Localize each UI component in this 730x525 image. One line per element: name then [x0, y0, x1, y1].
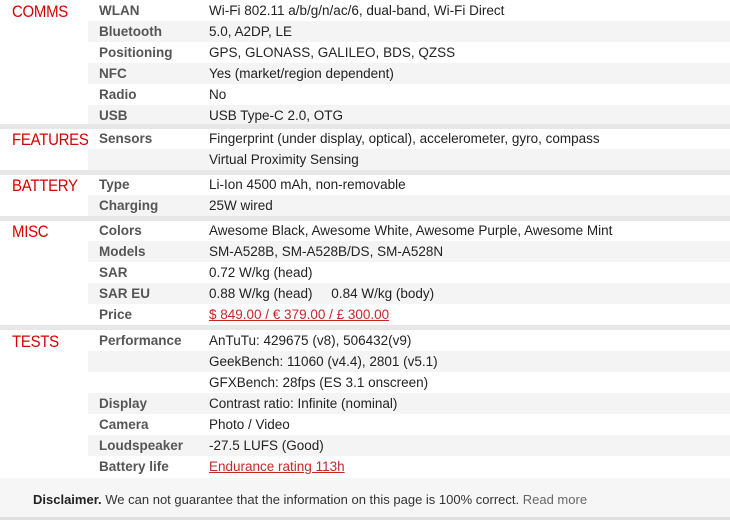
spec-row: [88, 174, 730, 195]
section-battery: [0, 174, 730, 216]
spec-row: [88, 241, 730, 262]
spec-value: 0.88 W/kg (head) 0.84 W/kg (body): [209, 286, 435, 301]
spec-label: Performance: [99, 333, 182, 348]
spec-value: 0.72 W/kg (head): [209, 265, 313, 280]
spec-label: USB: [99, 108, 128, 123]
spec-row: [88, 304, 730, 325]
spec-label: Radio: [99, 87, 137, 102]
section-divider: [0, 124, 730, 129]
spec-value: GeekBench: 11060 (v4.4), 2801 (v5.1): [209, 354, 438, 369]
section-divider: [0, 216, 730, 221]
spec-row: [88, 393, 730, 414]
section-title: MISC: [12, 222, 49, 241]
spec-label: Price: [99, 307, 133, 322]
spec-value: 5.0, A2DP, LE: [209, 24, 293, 39]
spec-value: -27.5 LUFS (Good): [209, 438, 324, 453]
spec-label: Display: [99, 396, 148, 411]
spec-value: Contrast ratio: Infinite (nominal): [209, 396, 398, 411]
spec-value: [209, 307, 389, 322]
spec-value: GPS, GLONASS, GALILEO, BDS, QZSS: [209, 45, 456, 60]
spec-value: USB Type-C 2.0, OTG: [209, 108, 344, 123]
section-title: FEATURES: [12, 130, 89, 149]
spec-row: [88, 372, 730, 393]
spec-value: Wi-Fi 802.11 a/b/g/n/ac/6, dual-band, Wi-Fi Direct: [209, 3, 505, 18]
spec-value: Yes (market/region dependent): [209, 66, 394, 81]
spec-value: Fingerprint (under display, optical), accelerometer, gyro, compass: [209, 131, 600, 146]
spec-label: Camera: [99, 417, 149, 432]
spec-row: [88, 0, 730, 21]
spec-label: SAR: [99, 265, 128, 280]
spec-row: [88, 283, 730, 304]
spec-value: SM-A528B, SM-A528B/DS, SM-A528N: [209, 244, 444, 259]
spec-value: 25W wired: [209, 198, 273, 213]
spec-value: Virtual Proximity Sensing: [209, 152, 359, 167]
spec-value: Awesome Black, Awesome White, Awesome Purple, Awesome Mint: [209, 223, 613, 238]
read-more-link[interactable]: Read more: [522, 492, 588, 507]
section-divider: [0, 325, 730, 330]
disclaimer-text: [33, 492, 587, 507]
spec-label: WLAN: [99, 3, 140, 18]
spec-label: Colors: [99, 223, 142, 238]
spec-value: [209, 459, 345, 474]
spec-label: Sensors: [99, 131, 153, 146]
spec-label: NFC: [99, 66, 127, 81]
spec-row: [88, 262, 730, 283]
spec-row: [88, 195, 730, 216]
spec-row: [88, 414, 730, 435]
section-title: BATTERY: [12, 176, 78, 195]
spec-row: [88, 128, 730, 149]
section-divider: [0, 170, 730, 175]
section-features: [0, 128, 730, 170]
spec-label: SAR EU: [99, 286, 151, 301]
spec-value: AnTuTu: 429675 (v8), 506432(v9): [209, 333, 412, 348]
spec-value: No: [209, 87, 227, 102]
spec-label: Type: [99, 177, 130, 192]
spec-label: Charging: [99, 198, 159, 213]
spec-label: Bluetooth: [99, 24, 162, 39]
spec-row: [88, 42, 730, 63]
spec-row: [88, 63, 730, 84]
spec-value: Photo / Video: [209, 417, 290, 432]
spec-label: Positioning: [99, 45, 173, 60]
disclaimer-box: [0, 478, 730, 520]
spec-row: [88, 105, 730, 126]
spec-label: Models: [99, 244, 146, 259]
disclaimer-label: Disclaimer.: [33, 492, 102, 507]
spec-row: [88, 456, 730, 477]
spec-label: Loudspeaker: [99, 438, 184, 453]
section-tests: [0, 330, 730, 477]
section-title: TESTS: [12, 332, 59, 351]
spec-value: GFXBench: 28fps (ES 3.1 onscreen): [209, 375, 429, 390]
spec-value: Li-Ion 4500 mAh, non-removable: [209, 177, 406, 192]
section-misc: [0, 220, 730, 325]
spec-row: [88, 330, 730, 351]
section-title: COMMS: [12, 2, 69, 21]
spec-row: [88, 149, 730, 170]
spec-row: [88, 84, 730, 105]
section-comms: [0, 0, 730, 126]
spec-row: [88, 220, 730, 241]
spec-row: [88, 21, 730, 42]
spec-value-link[interactable]: Endurance rating 113h: [209, 459, 345, 474]
disclaimer-body: We can not guarantee that the information on this page is 100% correct.: [101, 492, 523, 507]
spec-row: [88, 351, 730, 372]
spec-value-link[interactable]: $ 849.00 / € 379.00 / £ 300.00: [209, 307, 390, 322]
spec-row: [88, 435, 730, 456]
spec-label: Battery life: [99, 459, 169, 474]
